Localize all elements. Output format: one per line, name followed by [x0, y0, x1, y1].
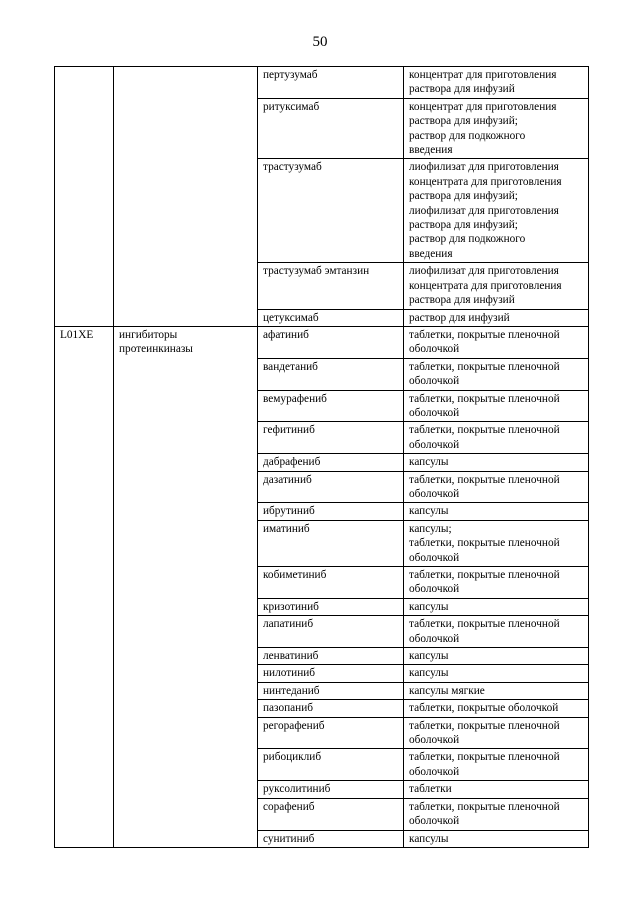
drug-name-cell	[258, 390, 404, 422]
drug-name-cell	[258, 520, 404, 566]
group-cell-line: ингибиторы	[119, 328, 178, 341]
drug-name-cell-text: ленватиниб	[263, 650, 319, 663]
drug-name-cell	[258, 98, 404, 159]
dosage-form-cell-line: концентрат для приготовления	[409, 69, 557, 81]
drug-name-cell-text: руксолитиниб	[263, 783, 331, 796]
dosage-form-cell-line: оболочкой	[409, 765, 460, 778]
dosage-form-cell-line: лиофилизат для приготовления	[409, 161, 559, 174]
drug-name-cell-text: гефитиниб	[263, 424, 315, 437]
drug-name-cell	[258, 616, 404, 648]
group-cell	[114, 326, 258, 847]
drug-name-cell	[258, 781, 404, 798]
drug-name-cell-text: трастузумаб эмтанзин	[263, 265, 370, 278]
dosage-form-cell	[404, 520, 589, 566]
dosage-form-cell	[404, 700, 589, 717]
drug-name-cell-text: ибрутиниб	[263, 505, 315, 518]
drug-name-cell	[258, 717, 404, 749]
drug-name-cell-text: цетуксимаб	[263, 311, 319, 324]
drug-name-cell-text: вемурафениб	[263, 392, 327, 405]
dosage-form-cell-line: раствора для инфузий	[409, 83, 515, 96]
drug-name-cell-text: вандетаниб	[263, 360, 318, 373]
dosage-form-cell-line: таблетки, покрытые пленочной	[409, 473, 560, 486]
code-cell	[55, 67, 114, 327]
dosage-form-cell-line: введения	[409, 247, 453, 260]
dosage-form-cell-line: капсулы мягкие	[409, 684, 485, 697]
drug-name-cell	[258, 358, 404, 390]
drug-name-cell-text: нилотиниб	[263, 667, 316, 680]
drug-name-cell	[258, 454, 404, 471]
dosage-form-cell-line: оболочкой	[409, 438, 460, 451]
drug-name-cell	[258, 749, 404, 781]
dosage-form-cell	[404, 798, 589, 830]
group-cell	[114, 67, 258, 327]
dosage-form-cell-line: оболочкой	[409, 343, 460, 356]
drug-name-cell	[258, 159, 404, 263]
dosage-form-cell	[404, 309, 589, 326]
drug-name-cell-text: регорафениб	[263, 719, 325, 732]
dosage-form-cell-line: оболочкой	[409, 375, 460, 388]
dosage-form-cell-line: таблетки, покрытые пленочной	[409, 800, 560, 813]
drug-name-cell	[258, 648, 404, 665]
dosage-form-cell	[404, 648, 589, 665]
dosage-form-cell	[404, 598, 589, 615]
dosage-form-cell-line: концентрата для приготовления	[409, 279, 562, 292]
dosage-form-cell-line: раствор для инфузий	[409, 311, 510, 324]
dosage-form-cell-line: раствора для инфузий;	[409, 219, 518, 232]
dosage-form-cell	[404, 390, 589, 422]
dosage-form-cell	[404, 67, 589, 99]
drug-name-cell-text: рибоциклиб	[263, 751, 322, 764]
dosage-form-cell-line: капсулы;	[409, 522, 452, 535]
dosage-form-cell	[404, 503, 589, 520]
drug-name-cell	[258, 326, 404, 358]
dosage-form-cell	[404, 159, 589, 263]
dosage-form-cell-line: раствора для инфузий	[409, 294, 515, 307]
table-row	[55, 67, 589, 99]
dosage-form-cell-line: оболочкой	[409, 632, 460, 645]
dosage-form-cell	[404, 665, 589, 682]
drug-name-cell-text: сорафениб	[263, 800, 315, 813]
dosage-form-cell-line: таблетки, покрытые пленочной	[409, 424, 560, 437]
dosage-form-cell	[404, 422, 589, 454]
dosage-form-cell	[404, 326, 589, 358]
drug-name-cell	[258, 700, 404, 717]
drug-name-cell	[258, 422, 404, 454]
dosage-form-cell-line: оболочкой	[409, 406, 460, 419]
dosage-form-cell-line: капсулы	[409, 505, 449, 518]
drug-name-cell	[258, 665, 404, 682]
drug-name-cell-text: нинтеданиб	[263, 684, 320, 697]
dosage-form-cell-line: таблетки, покрытые пленочной	[409, 618, 560, 631]
drug-name-cell-text: дабрафениб	[263, 456, 321, 469]
dosage-form-cell-line: лиофилизат для приготовления	[409, 265, 559, 278]
drug-name-cell	[258, 830, 404, 847]
dosage-form-cell-line: концентрат для приготовления	[409, 100, 557, 113]
dosage-form-cell	[404, 830, 589, 847]
dosage-form-cell	[404, 616, 589, 648]
drug-name-cell-text: дазатиниб	[263, 473, 312, 486]
drug-name-cell	[258, 682, 404, 699]
dosage-form-cell-line: таблетки, покрытые пленочной	[409, 328, 560, 341]
dosage-form-cell-line: оболочкой	[409, 487, 460, 500]
drug-name-cell	[258, 798, 404, 830]
dosage-form-cell-line: раствор для подкожного	[409, 129, 526, 142]
drug-name-cell	[258, 67, 404, 99]
drug-name-cell	[258, 503, 404, 520]
drug-name-cell-text: пертузумаб	[263, 69, 318, 81]
dosage-form-cell-line: оболочкой	[409, 734, 460, 747]
dosage-form-cell-line: капсулы	[409, 600, 449, 613]
dosage-form-cell-line: введения	[409, 144, 453, 157]
dosage-form-cell-line: раствора для инфузий;	[409, 190, 518, 203]
dosage-form-cell-line: раствор для подкожного	[409, 233, 526, 246]
drug-name-cell-text: ритуксимаб	[263, 100, 320, 113]
dosage-form-cell	[404, 749, 589, 781]
dosage-form-cell	[404, 567, 589, 599]
dosage-form-cell	[404, 454, 589, 471]
dosage-form-cell-line: капсулы	[409, 456, 449, 469]
drug-name-cell	[258, 263, 404, 309]
dosage-form-cell-line: таблетки, покрытые пленочной	[409, 751, 560, 764]
drug-name-cell	[258, 567, 404, 599]
table-row	[55, 326, 589, 358]
dosage-form-cell-line: таблетки, покрытые оболочкой	[409, 702, 559, 715]
drug-name-cell	[258, 598, 404, 615]
dosage-form-cell-line: оболочкой	[409, 583, 460, 596]
dosage-form-cell	[404, 717, 589, 749]
dosage-form-cell	[404, 263, 589, 309]
dosage-form-cell-line: раствора для инфузий;	[409, 115, 518, 128]
drug-name-cell-text: кризотиниб	[263, 600, 319, 613]
drug-name-cell	[258, 471, 404, 503]
dosage-form-cell-line: капсулы	[409, 667, 449, 680]
dosage-form-cell	[404, 98, 589, 159]
drug-name-cell-text: лапатиниб	[263, 618, 314, 631]
drug-name-cell-text: афатиниб	[263, 328, 309, 341]
dosage-form-cell	[404, 781, 589, 798]
drug-table	[54, 66, 589, 848]
code-cell-text: L01XE	[60, 328, 94, 341]
drug-name-cell-text: кобиметиниб	[263, 569, 327, 581]
dosage-form-cell-line: таблетки, покрытые пленочной	[409, 569, 560, 581]
drug-name-cell-text: пазопаниб	[263, 702, 314, 715]
dosage-form-cell-line: лиофилизат для приготовления	[409, 204, 559, 217]
group-cell-line: протеинкиназы	[119, 343, 193, 356]
dosage-form-cell-line: капсулы	[409, 832, 449, 845]
dosage-form-cell-line: оболочкой	[409, 551, 460, 564]
dosage-form-cell	[404, 471, 589, 503]
dosage-form-cell-line: таблетки, покрытые пленочной	[409, 392, 560, 405]
code-cell	[55, 326, 114, 847]
drug-name-cell-text: сунитиниб	[263, 832, 315, 845]
dosage-form-cell-line: концентрата для приготовления	[409, 175, 562, 188]
dosage-form-cell-line: таблетки	[409, 783, 452, 796]
dosage-form-cell	[404, 682, 589, 699]
dosage-form-cell-line: капсулы	[409, 650, 449, 663]
drug-name-cell	[258, 309, 404, 326]
page-number: 50	[312, 34, 328, 50]
drug-name-cell-text: иматиниб	[263, 522, 310, 535]
dosage-form-cell-line: таблетки, покрытые пленочной	[409, 719, 560, 732]
dosage-form-cell-line: таблетки, покрытые пленочной	[409, 537, 560, 550]
drug-name-cell-text: трастузумаб	[263, 161, 322, 174]
dosage-form-cell-line: оболочкой	[409, 815, 460, 828]
dosage-form-cell-line: таблетки, покрытые пленочной	[409, 360, 560, 373]
dosage-form-cell	[404, 358, 589, 390]
